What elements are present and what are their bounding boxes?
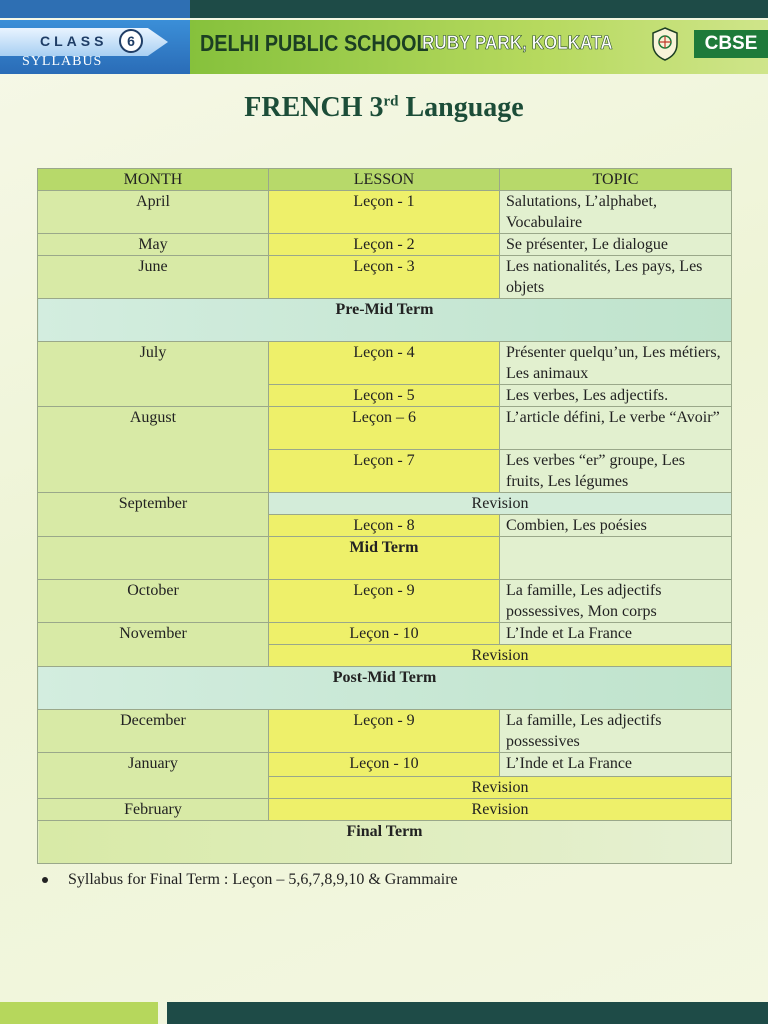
board-badge: CBSE	[694, 30, 768, 58]
table-row	[38, 234, 732, 256]
syllabus-label: SYLLABUS	[22, 54, 103, 69]
top-bar-dark	[190, 0, 768, 18]
month-cell: May	[38, 234, 269, 256]
footer-bar-dark	[167, 1002, 768, 1024]
month-cell: October	[38, 580, 269, 623]
topic-cell: Les nationalités, Les pays, Les objets	[500, 256, 732, 299]
lesson-cell: Leçon - 1	[269, 191, 500, 234]
table-header-row	[38, 169, 732, 191]
school-emblem-icon	[650, 26, 680, 62]
lesson-cell: Leçon - 9	[269, 710, 500, 753]
syllabus-table	[37, 168, 732, 864]
lesson-cell: Leçon - 2	[269, 234, 500, 256]
lesson-cell: Leçon - 10	[269, 623, 500, 645]
term-row	[38, 667, 732, 710]
topic-cell: L’Inde et La France	[500, 623, 732, 645]
page-title	[0, 92, 768, 124]
topic-cell: Les verbes, Les adjectifs.	[500, 385, 732, 407]
month-cell: December	[38, 710, 269, 753]
table-row	[38, 710, 732, 753]
footer-bar-green	[0, 1002, 158, 1024]
mid-term-label: Mid Term	[269, 537, 500, 580]
table-row	[38, 580, 732, 623]
term-row	[38, 821, 732, 864]
lesson-cell: Leçon - 9	[269, 580, 500, 623]
lesson-cell: Leçon – 6	[269, 407, 500, 450]
revision-cell: Revision	[269, 645, 732, 667]
final-term-label: Final Term	[38, 821, 732, 864]
month-cell: July	[38, 342, 269, 407]
lesson-cell: Leçon - 4	[269, 342, 500, 385]
school-name: DELHI PUBLIC SCHOOL	[200, 30, 429, 56]
term-row	[38, 299, 732, 342]
header-topic: TOPIC	[500, 169, 732, 191]
final-term-note	[42, 871, 458, 889]
topic-cell: Se présenter, Le dialogue	[500, 234, 732, 256]
revision-cell: Revision	[269, 777, 732, 799]
lesson-cell: Leçon - 5	[269, 385, 500, 407]
lesson-cell: Leçon - 10	[269, 753, 500, 777]
topic-cell: La famille, Les adjectifs possessives, Mon corps	[500, 580, 732, 623]
class-number: 6	[119, 29, 143, 53]
table-row	[38, 623, 732, 645]
bullet-icon	[42, 877, 48, 883]
month-cell: August	[38, 407, 269, 493]
month-cell: February	[38, 799, 269, 821]
topic-cell: Combien, Les poésies	[500, 515, 732, 537]
post-mid-term-label: Post-Mid Term	[38, 667, 732, 710]
topic-cell: L’article défini, Le verbe “Avoir”	[500, 407, 732, 450]
school-location: RUBY PARK, KOLKATA	[422, 33, 613, 54]
table-row	[38, 191, 732, 234]
table-row	[38, 407, 732, 450]
title-rest: Language	[398, 92, 524, 123]
lesson-cell: Leçon - 7	[269, 450, 500, 493]
table-row	[38, 799, 732, 821]
title-superscript: rd	[383, 93, 399, 110]
table-row	[38, 493, 732, 515]
empty-cell	[38, 537, 269, 580]
month-cell: September	[38, 493, 269, 537]
month-cell: June	[38, 256, 269, 299]
table-row	[38, 342, 732, 385]
revision-cell: Revision	[269, 493, 732, 515]
topic-cell: Salutations, L’alphabet, Vocabulaire	[500, 191, 732, 234]
empty-cell	[500, 537, 732, 580]
topic-cell: Les verbes “er” groupe, Les fruits, Les légumes	[500, 450, 732, 493]
table-row	[38, 256, 732, 299]
pre-mid-term-label: Pre-Mid Term	[38, 299, 732, 342]
header-month: MONTH	[38, 169, 269, 191]
lesson-cell: Leçon - 3	[269, 256, 500, 299]
month-cell: January	[38, 753, 269, 799]
table-row	[38, 753, 732, 777]
topic-cell: La famille, Les adjectifs possessives	[500, 710, 732, 753]
final-term-note-text: Syllabus for Final Term : Leçon – 5,6,7,8,9,10 & Grammaire	[68, 871, 458, 888]
month-cell: April	[38, 191, 269, 234]
class-label: CLASS	[40, 33, 108, 49]
header-lesson: LESSON	[269, 169, 500, 191]
term-row	[38, 537, 732, 580]
month-cell: November	[38, 623, 269, 667]
topic-cell: L’Inde et La France	[500, 753, 732, 777]
revision-cell: Revision	[269, 799, 732, 821]
top-bar-blue	[0, 0, 190, 18]
lesson-cell: Leçon - 8	[269, 515, 500, 537]
title-main: FRENCH 3	[244, 92, 384, 123]
topic-cell: Présenter quelqu’un, Les métiers, Les animaux	[500, 342, 732, 385]
